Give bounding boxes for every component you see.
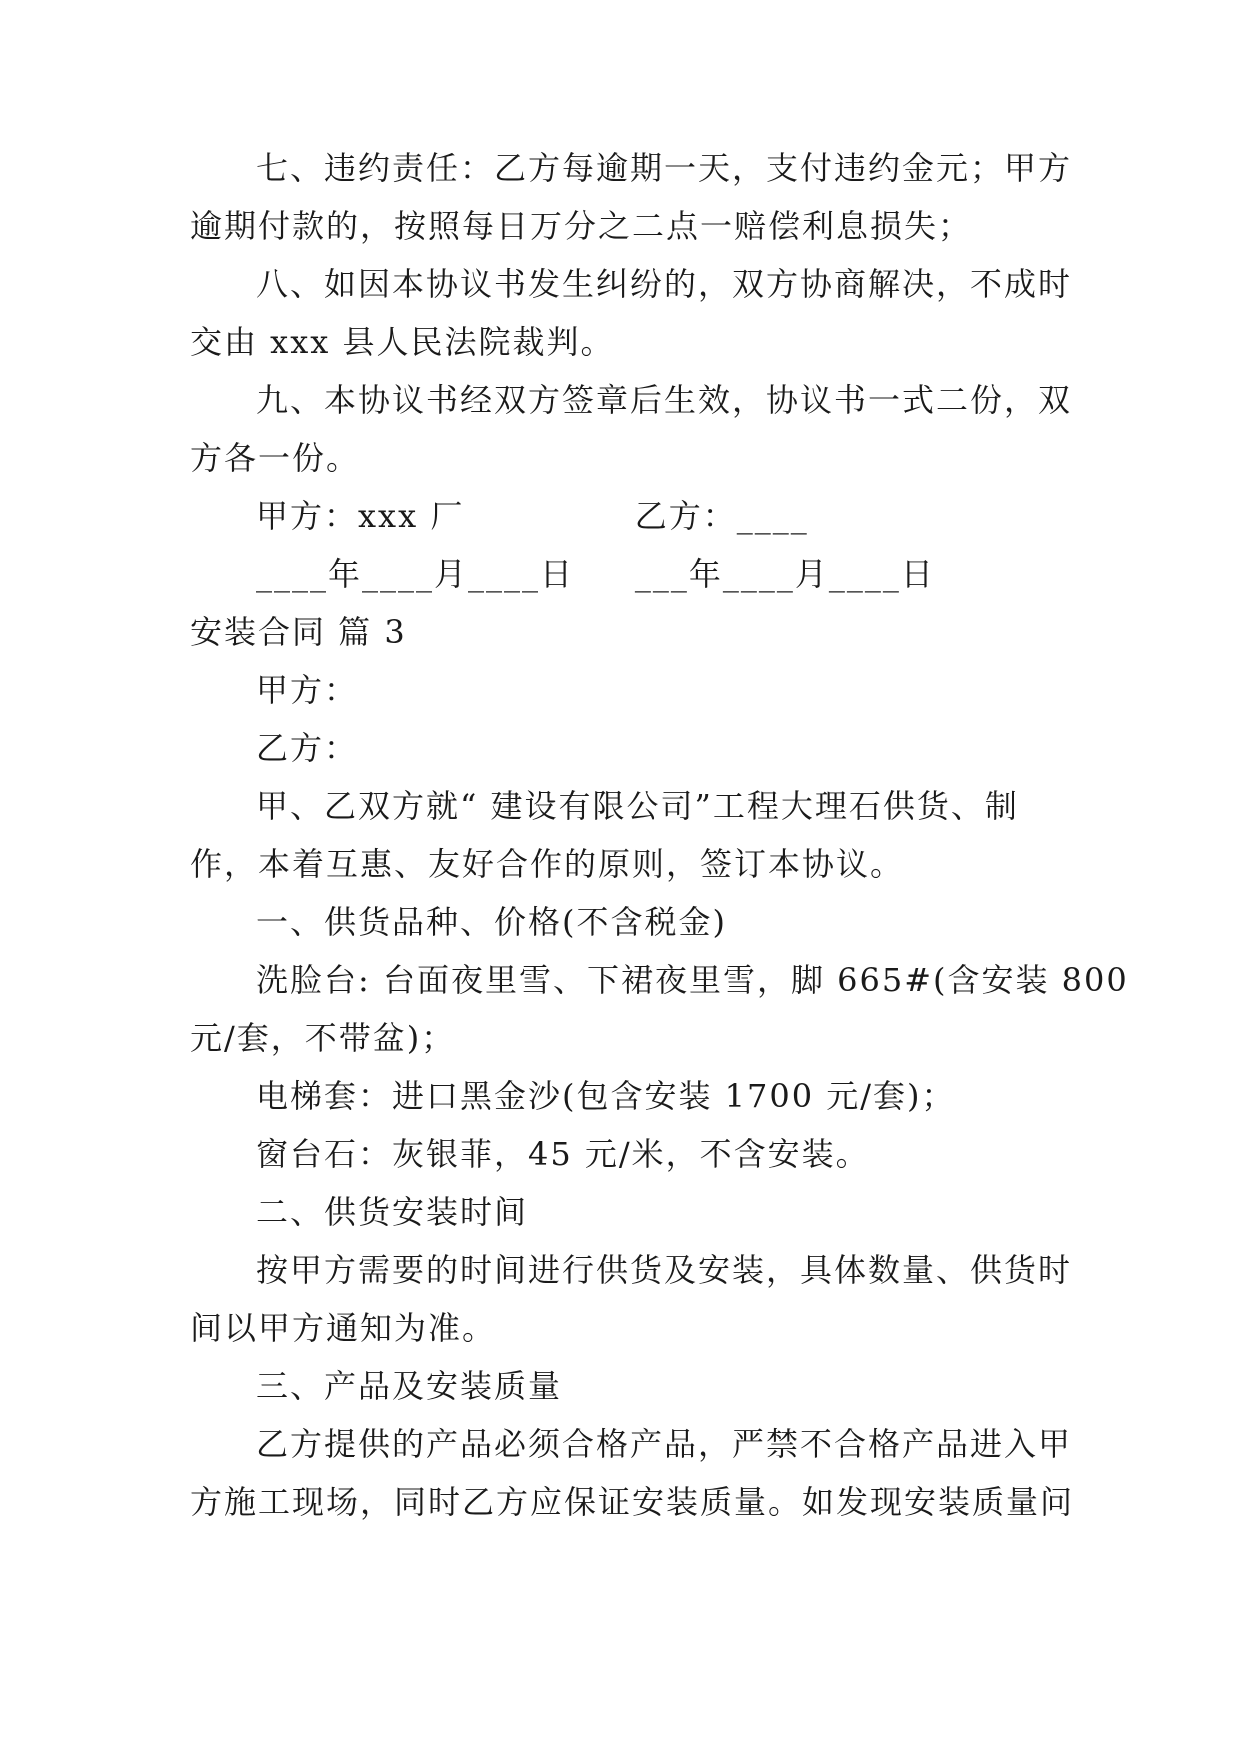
clause-8-line-2: 交由 xxx 县人民法院裁判。 xyxy=(190,323,615,361)
heading-quality: 三、产品及安装质量 xyxy=(256,1367,563,1405)
clause-9-line-2: 方各一份。 xyxy=(190,439,361,477)
signature-dates: ____年____月____日 ___年____月____日 xyxy=(256,555,935,593)
supply-time-line-1: 按甲方需要的时间进行供货及安装，具体数量、供货时 xyxy=(256,1251,1073,1289)
party-a-label: 甲方： xyxy=(256,671,359,709)
party-b-label: 乙方： xyxy=(256,729,359,767)
item-elevator-frame: 电梯套：进口黑金沙(包含安装 1700 元/套)； xyxy=(256,1077,956,1115)
heading-supply-time: 二、供货安装时间 xyxy=(256,1193,529,1231)
clause-9-line-1: 九、本协议书经双方签章后生效，协议书一式二份，双 xyxy=(256,381,1073,419)
quality-line-2: 方施工现场，同时乙方应保证安装质量。如发现安装质量问 xyxy=(190,1483,1075,1521)
intro-line-2: 作，本着互惠、友好合作的原则，签订本协议。 xyxy=(190,845,905,883)
intro-line-1: 甲、乙双方就“ 建设有限公司”工程大理石供货、制 xyxy=(256,787,1019,825)
clause-7-line-1: 七、违约责任：乙方每逾期一天，支付违约金元；甲方 xyxy=(256,149,1073,187)
supply-time-line-2: 间以甲方通知为准。 xyxy=(190,1309,497,1347)
section-title: 安装合同 篇 3 xyxy=(190,613,407,651)
heading-supply-types: 一、供货品种、价格(不含税金) xyxy=(256,903,727,941)
item-window-sill: 窗台石：灰银菲，45 元/米，不含安装。 xyxy=(256,1135,870,1173)
clause-8-line-1: 八、如因本协议书发生纠纷的，双方协商解决，不成时 xyxy=(256,265,1073,303)
signature-parties: 甲方：xxx 厂 乙方：____ xyxy=(256,497,809,535)
item-washbasin-line-1: 洗脸台: 台面夜里雪、下裙夜里雪，脚 665#(含安装 800 xyxy=(256,961,1129,999)
quality-line-1: 乙方提供的产品必须合格产品，严禁不合格产品进入甲 xyxy=(256,1425,1073,1463)
item-washbasin-line-2: 元/套，不带盆)； xyxy=(190,1019,456,1057)
clause-7-line-2: 逾期付款的，按照每日万分之二点一赔偿利息损失； xyxy=(190,207,973,245)
